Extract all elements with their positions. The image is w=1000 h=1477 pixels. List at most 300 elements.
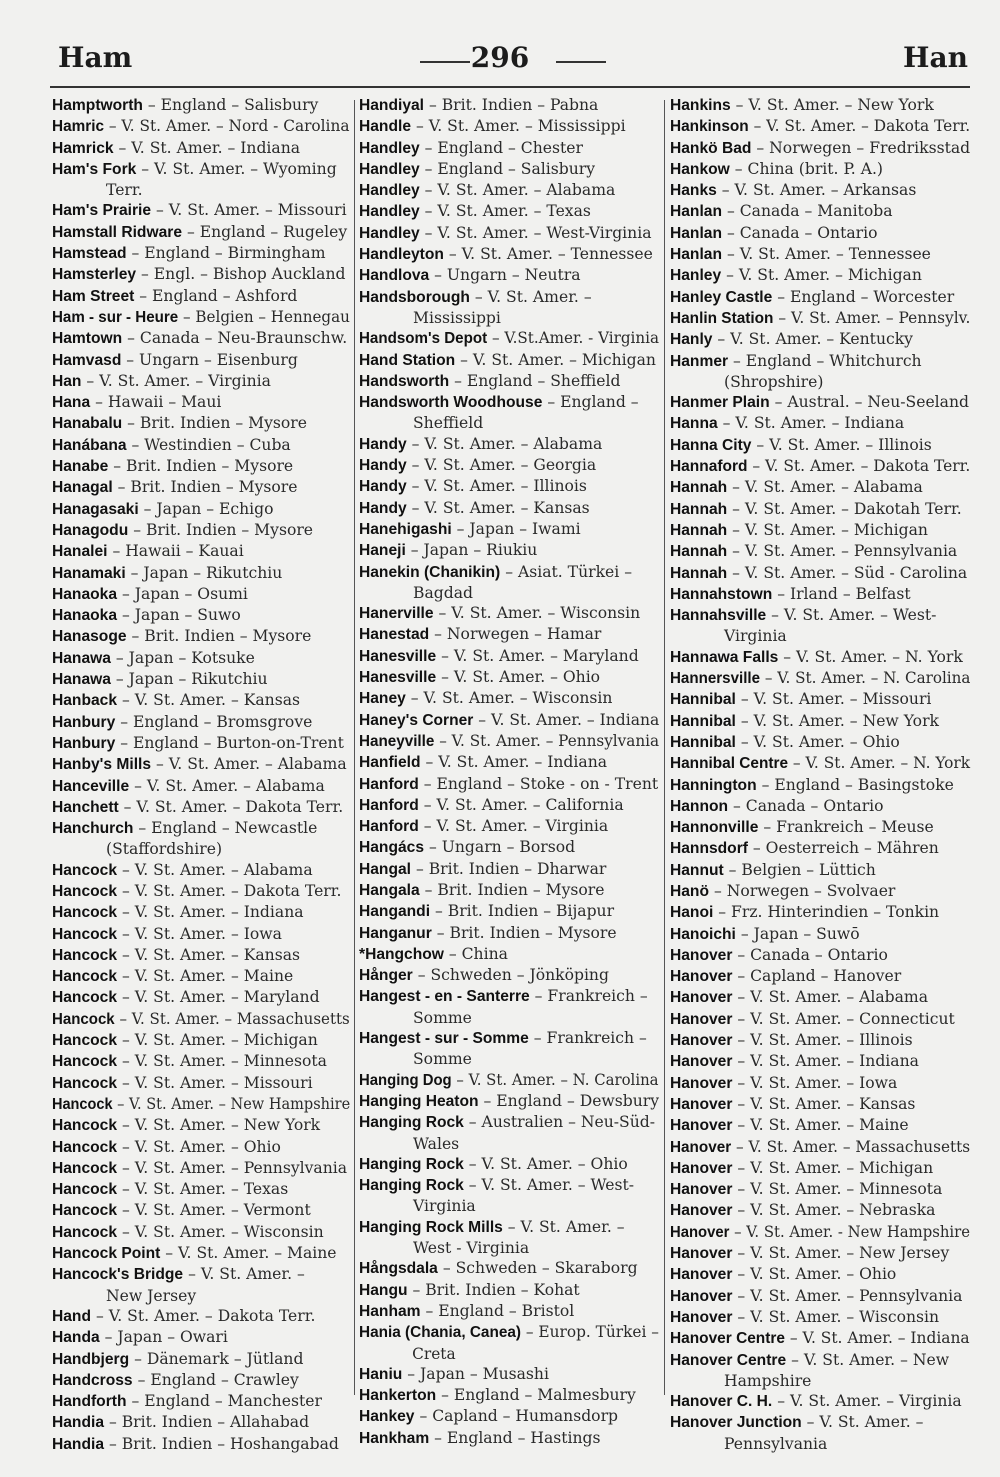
entry-headword: Hannah xyxy=(670,543,728,561)
entry-location: – England – Dewsbury xyxy=(478,1091,660,1110)
entry-headword: Hankham xyxy=(359,1429,430,1447)
entry-location: – V. St. Amer. – Kansas xyxy=(406,498,590,517)
entry-headword: Hancock xyxy=(52,1117,118,1135)
entry-location: – V. St. Amer. – Michigan xyxy=(732,1158,934,1177)
gazetteer-entry xyxy=(670,477,970,498)
entry-location: – England – Sheffield xyxy=(449,371,621,390)
gazetteer-entry xyxy=(670,435,970,456)
entry-location: – England – Crawley xyxy=(132,1370,299,1389)
gazetteer-entry xyxy=(359,138,659,159)
entry-location: – V. St. Amer. – Kansas xyxy=(732,1094,916,1113)
entry-headword: Hanford xyxy=(359,796,419,814)
entry-location: – V. St. Amer. – Wisconsin xyxy=(117,1222,324,1241)
entry-headword: Hanover xyxy=(670,1138,732,1156)
gazetteer-entry xyxy=(359,392,659,434)
entry-headword: Han xyxy=(52,372,82,390)
entry-headword: Hanford xyxy=(359,818,419,836)
entry-headword: Hancock xyxy=(52,925,118,943)
entry-headword: Hamrick xyxy=(52,139,114,157)
entry-continuation: Mississippi xyxy=(413,308,501,327)
entry-location: – V. St. Amer. – Ohio xyxy=(732,1265,897,1284)
entry-headword: Hanlan xyxy=(670,246,722,264)
entry-headword: Hangács xyxy=(359,839,425,857)
entry-location: – V. St. Amer. – Georgia xyxy=(406,456,597,475)
entry-headword: Hancock xyxy=(52,968,118,986)
gazetteer-entry xyxy=(52,987,350,1008)
entry-headword: Hania (Chania, Canea) xyxy=(359,1324,522,1342)
entry-location: – Norwegen – Fredriksstad xyxy=(751,138,971,157)
entry-location: – V. St. Amer. – Michigan xyxy=(727,520,928,539)
gazetteer-entry xyxy=(359,624,659,645)
gazetteer-entry xyxy=(52,1158,350,1179)
entry-headword: Hanabalu xyxy=(52,415,123,433)
entry-headword: Hanover Centre xyxy=(670,1330,785,1348)
gazetteer-entry xyxy=(670,881,970,902)
gazetteer-entry xyxy=(670,563,970,584)
entry-headword: Ham - sur - Heure xyxy=(52,308,179,326)
gazetteer-entry xyxy=(52,1030,350,1051)
gazetteer-entry xyxy=(670,1030,970,1051)
gazetteer-entry xyxy=(359,1322,659,1364)
entry-headword: Hancock xyxy=(52,861,118,879)
gazetteer-entry xyxy=(52,1179,350,1200)
gazetteer-entry xyxy=(670,1264,970,1285)
entry-location: – Engl. – Bishop Auckland xyxy=(136,265,346,284)
entry-headword: Hannibal Centre xyxy=(670,755,789,773)
gazetteer-entry xyxy=(670,1286,970,1307)
gazetteer-entry xyxy=(52,1094,351,1115)
gazetteer-entry xyxy=(670,499,970,520)
entry-location: – V. St. Amer. – N. Carolina xyxy=(760,669,971,688)
entry-continuation: Sheffield xyxy=(413,414,484,433)
entry-location: – V. St. Amer. – Indiana xyxy=(473,710,660,729)
entry-location: – Frankreich – Meuse xyxy=(758,818,934,837)
entry-location: – Australien – Neu-Süd- xyxy=(463,1113,655,1132)
entry-location: – England – Stoke - on - Trent xyxy=(418,774,659,793)
entry-headword: Hannington xyxy=(670,776,757,794)
gazetteer-entry xyxy=(52,966,350,987)
gazetteer-entry xyxy=(670,732,970,753)
entry-continuation: Hampshire xyxy=(724,1371,812,1390)
entry-headword: Hanerville xyxy=(359,605,434,623)
gazetteer-entry xyxy=(359,710,658,731)
entry-headword: Hannibal xyxy=(670,733,736,751)
entry-location: – V. St. Amer. – Alabama xyxy=(151,755,347,774)
gazetteer-entry xyxy=(359,752,659,773)
entry-headword: Hannah xyxy=(670,500,728,518)
gazetteer-entry xyxy=(670,1094,970,1115)
entry-location: – V. St. Amer. – Kentucky xyxy=(712,330,913,349)
gazetteer-entry xyxy=(52,435,350,456)
entry-headword: Hannonville xyxy=(670,819,759,837)
entry-headword: Hancock xyxy=(52,1223,118,1241)
entry-location: – Frankreich – xyxy=(528,1029,647,1048)
gazetteer-entry xyxy=(359,1070,659,1091)
gazetteer-entry xyxy=(359,350,659,371)
entry-headword: Hangest - sur - Somme xyxy=(359,1030,529,1048)
entry-location: – Japan – Iwami xyxy=(451,519,581,538)
entry-continuation: Bagdad xyxy=(413,583,473,602)
gazetteer-entry xyxy=(359,646,659,667)
gazetteer-entry xyxy=(670,1243,970,1264)
entry-location: – Japan – Rikutchiu xyxy=(110,670,268,689)
entry-headword: Hanganur xyxy=(359,924,432,942)
entry-headword: Hankey xyxy=(359,1408,415,1426)
entry-location: – V. St. Amer. – Kansas xyxy=(117,945,301,964)
gazetteer-entry xyxy=(359,986,659,1028)
entry-location: – Brit. Indien – Mysore xyxy=(122,414,307,433)
entry-headword: Hanabe xyxy=(52,458,109,476)
entry-location: – V. St. Amer. – Michigan xyxy=(117,1031,318,1050)
entry-headword: Hanback xyxy=(52,692,118,710)
entry-headword: Handy xyxy=(359,457,407,475)
gazetteer-entry xyxy=(52,116,350,137)
gazetteer-entry xyxy=(670,1200,970,1221)
gazetteer-entry xyxy=(52,669,350,690)
entry-location: – England – Hastings xyxy=(429,1428,601,1447)
entry-headword: Handley xyxy=(359,224,420,242)
entry-location: – Brit. Indien – Kohat xyxy=(407,1280,580,1299)
entry-location: – V. St. Amer. – Ohio xyxy=(436,668,601,687)
entry-location: – V. St. Amer. – Minnesota xyxy=(117,1052,327,1071)
gazetteer-entry xyxy=(359,180,659,201)
gazetteer-entry xyxy=(359,287,659,329)
gazetteer-entry xyxy=(670,287,970,308)
entry-location: – V. St. Amer. – Alabama xyxy=(406,434,603,453)
gazetteer-entry xyxy=(52,200,350,221)
entry-location: – V. St. Amer. – Virginia xyxy=(81,371,271,390)
entry-location: – V. St. Amer. – Nebraska xyxy=(732,1201,936,1220)
gazetteer-entry xyxy=(359,1406,659,1427)
entry-headword: Hanalei xyxy=(52,543,108,561)
entry-headword: Hanks xyxy=(670,182,717,200)
gazetteer-entry xyxy=(670,1158,970,1179)
gazetteer-entry xyxy=(359,1280,659,1301)
entry-headword: Hanagasaki xyxy=(52,500,139,518)
entry-headword: Hanlan xyxy=(670,224,722,242)
entry-location: – V. St. Amer. – New Hampshire xyxy=(112,1094,351,1113)
entry-location: – England – Whitchurch xyxy=(728,351,922,370)
entry-location: – V. St. Amer. – Wyoming xyxy=(136,159,337,178)
entry-location: – England – Rugeley xyxy=(182,222,348,241)
entry-headword: Hana xyxy=(52,394,91,412)
gazetteer-entry xyxy=(670,1412,970,1454)
entry-headword: Hamstead xyxy=(52,245,127,263)
gazetteer-entry xyxy=(359,1091,659,1112)
entry-location: – V. St. Amer. – Illinois xyxy=(751,435,932,454)
entry-headword: Hangu xyxy=(359,1281,408,1299)
entry-location: – V. St. Amer. – Ohio xyxy=(463,1154,628,1173)
entry-location: – V. St. Amer. – Maryland xyxy=(436,646,639,665)
entry-headword: Hamtown xyxy=(52,330,123,348)
entry-location: – V. St. Amer. – Michigan xyxy=(455,350,656,369)
entry-location: – Japan – Rikutchiu xyxy=(125,563,283,582)
gazetteer-entry xyxy=(52,307,350,328)
gazetteer-entry xyxy=(52,1306,350,1327)
entry-headword: Hanover C. H. xyxy=(670,1393,773,1411)
entry-headword: Hanging Rock xyxy=(359,1114,464,1132)
entry-headword: Hanchett xyxy=(52,798,119,816)
gazetteer-entry xyxy=(670,605,970,647)
entry-headword: Hannahstown xyxy=(670,585,773,603)
entry-location: – V. St. Amer. – Iowa xyxy=(732,1073,898,1092)
gazetteer-entry xyxy=(670,1009,970,1030)
entry-location: – V. St. Amer. – New York xyxy=(117,1116,321,1135)
entry-location: – Ungarn – Eisenburg xyxy=(121,350,298,369)
entry-headword: Handforth xyxy=(52,1393,127,1411)
entry-location: – V. St. Amer. – Alabama xyxy=(129,776,325,795)
gazetteer-entry xyxy=(359,455,659,476)
entry-headword: Hancock xyxy=(52,1202,118,1220)
entry-headword: Haney's Corner xyxy=(359,711,474,729)
entry-continuation: West - Virginia xyxy=(413,1239,530,1258)
entry-headword: Hanover xyxy=(670,1202,733,1220)
entry-continuation: (Staffordshire) xyxy=(106,840,223,859)
entry-location: – V. St. Amer. – Dakota Terr. xyxy=(747,457,971,476)
entry-location: – V. St. Amer. – West- xyxy=(766,606,937,625)
gazetteer-entry xyxy=(670,1350,970,1392)
entry-continuation: Creta xyxy=(412,1344,456,1363)
entry-headword: Ham Street xyxy=(52,287,135,305)
entry-location: – Brit. Indien – Mysore xyxy=(419,880,605,899)
entry-location: – V. St. Amer. – Wisconsin xyxy=(405,689,613,708)
entry-headword: Hanagodu xyxy=(52,521,129,539)
gazetteer-entry xyxy=(359,901,659,922)
entry-location: – Norwegen – Hamar xyxy=(429,625,602,644)
entry-location: – Capland – Hanover xyxy=(732,967,902,986)
gazetteer-entry xyxy=(670,95,970,116)
entry-headword: Hanagal xyxy=(52,479,113,497)
gazetteer-entry xyxy=(52,945,350,966)
gazetteer-entry xyxy=(52,1370,350,1391)
entry-continuation: Terr. xyxy=(106,181,143,200)
gazetteer-entry xyxy=(52,1115,350,1136)
gazetteer-entry xyxy=(359,1301,659,1322)
gazetteer-entry xyxy=(359,859,659,880)
gazetteer-entry xyxy=(670,1328,970,1349)
entry-headword: Handbjerg xyxy=(52,1350,130,1368)
gazetteer-entry xyxy=(359,1028,659,1070)
entry-location: – Japan – Riukiu xyxy=(405,541,538,560)
entry-location: – Schweden – Jönköping xyxy=(412,966,609,985)
entry-location: – V. St. Amer. – N. Carolina xyxy=(451,1070,659,1089)
gazetteer-entry xyxy=(670,924,970,945)
gazetteer-entry xyxy=(670,647,970,668)
entry-headword: Hanley xyxy=(670,267,722,285)
entry-location: – V. St. Amer. – Indiana xyxy=(732,1052,919,1071)
entry-location: – England – Ashford xyxy=(134,286,298,305)
entry-continuation: (Shropshire) xyxy=(724,372,824,391)
entry-location: – V.St.Amer. - Virginia xyxy=(487,329,659,348)
gazetteer-entry xyxy=(670,987,970,1008)
entry-headword: Hanlin Station xyxy=(670,309,774,327)
gazetteer-entry xyxy=(670,520,970,541)
entry-headword: Hand xyxy=(52,1307,91,1325)
gazetteer-entry xyxy=(359,1217,659,1259)
gazetteer-entry xyxy=(52,1264,350,1306)
gazetteer-entry xyxy=(670,392,970,413)
gazetteer-entry xyxy=(670,753,971,774)
entry-headword: Hanoichi xyxy=(670,925,736,943)
gazetteer-entry xyxy=(52,690,350,711)
gazetteer-entry xyxy=(359,816,659,837)
gazetteer-entry xyxy=(52,584,350,605)
gazetteer-entry xyxy=(670,817,970,838)
entry-headword: Hanna xyxy=(670,415,718,433)
entry-headword: Hancock xyxy=(52,1159,118,1177)
entry-headword: Hanby's Mills xyxy=(52,756,152,774)
entry-location: – V. St. Amer. – xyxy=(801,1413,924,1432)
entry-location: – V. St. Amer. – Maine xyxy=(117,967,294,986)
gazetteer-entry xyxy=(52,477,350,498)
entry-headword: Handsworth xyxy=(359,372,450,390)
entry-headword: Handcross xyxy=(52,1371,133,1389)
gazetteer-entry xyxy=(52,881,350,902)
entry-headword: Hancock Point xyxy=(52,1245,161,1263)
entry-headword: Hankö Bad xyxy=(670,139,752,157)
gazetteer-entry xyxy=(52,1073,350,1094)
entry-headword: Hanover xyxy=(670,1010,733,1028)
entry-continuation: Somme xyxy=(413,1008,472,1027)
entry-location: – Japan – Owari xyxy=(99,1328,228,1347)
gazetteer-entry xyxy=(52,138,350,159)
entry-location: – V. St. Amer. – New York xyxy=(735,711,939,730)
entry-headword: Hancock xyxy=(52,1032,118,1050)
entry-headword: Hanoi xyxy=(670,904,714,922)
gazetteer-entry xyxy=(359,795,659,816)
entry-continuation: New Jersey xyxy=(106,1286,197,1305)
gazetteer-entry xyxy=(359,540,659,561)
entry-location: – England – Bromsgrove xyxy=(115,712,313,731)
gazetteer-entry xyxy=(52,413,350,434)
entry-headword: Hångsdala xyxy=(359,1260,438,1278)
entry-location: – Frankreich – xyxy=(529,987,648,1006)
gazetteer-entry xyxy=(359,1112,659,1154)
entry-location: – England – Basingstoke xyxy=(756,775,954,794)
entry-location: – Brit. Indien – Hoshangabad xyxy=(104,1434,339,1453)
gazetteer-entry xyxy=(52,371,350,392)
entry-continuation: Pennsylvania xyxy=(724,1434,828,1453)
running-head-right: Han xyxy=(903,41,968,74)
gazetteer-entry xyxy=(670,711,970,732)
entry-location: – Dänemark – Jütland xyxy=(129,1349,304,1368)
gazetteer-entry xyxy=(359,1154,659,1175)
page-header xyxy=(0,0,1000,95)
entry-location: – V. St. Amer. – Virginia xyxy=(772,1392,962,1411)
entry-continuation: Somme xyxy=(413,1050,472,1069)
entry-headword: Hanover xyxy=(670,946,733,964)
entry-headword: Hangandi xyxy=(359,903,431,921)
entry-location: – England – Burton-on-Trent xyxy=(115,733,344,752)
gazetteer-entry xyxy=(670,902,970,923)
entry-headword: Hanover xyxy=(670,1266,733,1284)
gazetteer-entry xyxy=(52,456,350,477)
entry-location: – V. St. Amer. – Alabama xyxy=(732,988,929,1007)
entry-headword: Handiyal xyxy=(359,97,424,114)
entry-location: – V. St. Amer. – Alabama xyxy=(419,181,616,200)
entry-headword: Haney xyxy=(359,690,406,708)
entry-location: – Ungarn – Neutra xyxy=(429,266,581,285)
entry-location: – V. St. Amer. – Süd - Carolina xyxy=(727,563,968,582)
entry-location: – Belgien – Lüttich xyxy=(723,860,876,879)
entry-headword: Hamptworth xyxy=(52,97,143,114)
entry-headword: Hancock xyxy=(52,1138,118,1156)
gazetteer-entry xyxy=(670,1137,971,1158)
entry-headword: Hanover xyxy=(670,1159,733,1177)
entry-location: – V. St. Amer. – Minnesota xyxy=(732,1180,943,1199)
gazetteer-entry xyxy=(670,541,970,562)
entry-location: – V. St. Amer. – Dakota Terr. xyxy=(748,117,971,136)
gazetteer-entry xyxy=(670,329,970,350)
entry-headword: Handy xyxy=(359,499,407,517)
entry-headword: Hanging Rock xyxy=(359,1155,464,1173)
entry-location: – V. St. Amer. – Missouri xyxy=(735,690,932,709)
entry-location: – V. St. Amer. – Pennsylvania xyxy=(727,542,958,561)
entry-headword: Hanover xyxy=(670,1223,730,1241)
entry-headword: Hanover xyxy=(670,968,733,986)
entry-headword: Hamric xyxy=(52,118,104,136)
column-2 xyxy=(359,95,659,1449)
gazetteer-entry xyxy=(359,880,659,901)
entry-headword: Hannah xyxy=(670,564,728,582)
gazetteer-entry xyxy=(359,1364,659,1385)
entry-headword: Hanley Castle xyxy=(670,288,773,306)
gazetteer-entry xyxy=(670,159,970,180)
entry-headword: Handle xyxy=(359,118,411,136)
entry-location: – V. St. Amer. – Tennessee xyxy=(443,245,653,264)
entry-headword: Handy xyxy=(359,435,407,453)
entry-headword: Hanceville xyxy=(52,777,130,795)
entry-location: – V. St. Amer. – California xyxy=(418,795,624,814)
entry-headword: Hanö xyxy=(670,882,709,900)
entry-location: – Ungarn – Borsod xyxy=(424,838,576,857)
entry-location: – V. St. Amer. – Texas xyxy=(117,1180,289,1199)
entry-headword: Hanaoka xyxy=(52,585,118,603)
entry-location: – V. St. Amer. – N. York xyxy=(778,647,963,666)
entry-location: – V. St. Amer. – New xyxy=(786,1350,950,1369)
entry-location: – V. St. Amer. – Pennsylvania xyxy=(434,731,660,750)
column-divider-1 xyxy=(354,100,355,1395)
gazetteer-entry xyxy=(52,243,350,264)
gazetteer-entry xyxy=(670,796,970,817)
entry-location: – Belgien – Hennegau xyxy=(178,307,350,326)
gazetteer-entry xyxy=(359,731,660,752)
entry-headword: Hanging Heaton xyxy=(359,1092,479,1110)
entry-location: – Brit. Indien – Mysore xyxy=(108,457,294,476)
entry-headword: Hanover xyxy=(670,1287,733,1305)
entry-headword: Hangala xyxy=(359,881,420,899)
entry-location: – V. St. Amer. – Indiana xyxy=(784,1329,970,1348)
gazetteer-entry xyxy=(52,902,350,923)
gazetteer-entry xyxy=(670,668,971,689)
gazetteer-entry xyxy=(359,498,659,519)
entry-location: – Asiat. Türkei – xyxy=(500,562,632,581)
entry-headword: Hancock xyxy=(52,882,118,900)
gazetteer-entry xyxy=(359,1258,659,1279)
gazetteer-entry xyxy=(52,1222,350,1243)
gazetteer-entry xyxy=(670,584,970,605)
gazetteer-entry xyxy=(359,265,659,286)
entry-location: – V. St. Amer. – Indiana xyxy=(717,414,905,433)
entry-location: – Japan – Suwō xyxy=(735,924,860,943)
entry-location: – V. St. Amer. – Mississippi xyxy=(411,117,626,136)
entry-location: – V. St. Amer. – New Jersey xyxy=(732,1244,950,1263)
gazetteer-entry xyxy=(670,308,971,329)
entry-headword: Hanging Rock Mills xyxy=(359,1218,503,1236)
entry-headword: Handia xyxy=(52,1414,104,1432)
entry-location: – England – Newcastle xyxy=(133,819,318,838)
entry-location: – Japan – Suwo xyxy=(117,606,241,625)
